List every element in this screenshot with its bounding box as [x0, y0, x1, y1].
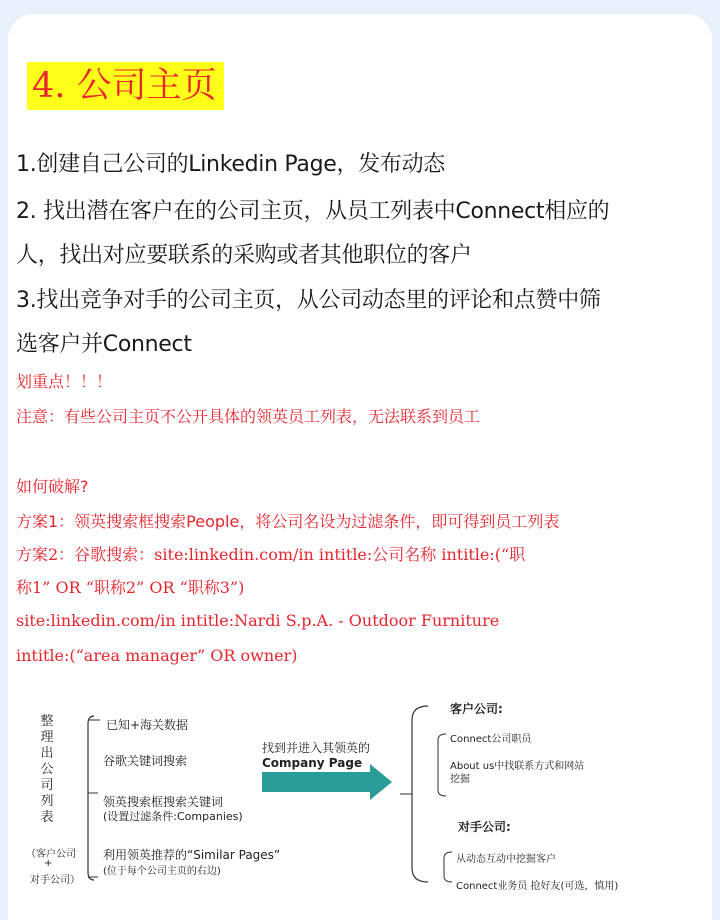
- body-line-1: 1.创建自己公司的Linkedin Page，发布动态: [16, 152, 445, 177]
- source-4: 利用领英推荐的“Similar Pages”: [103, 848, 281, 862]
- source-3-note: (设置过滤条件:Companies): [103, 810, 243, 823]
- root-sub-3: 对手公司）: [30, 875, 80, 886]
- rival-item-1: 从动态互动中挖掘客户: [456, 854, 556, 865]
- plan-2-line-3: site:linkedin.com/in intitle:Nardi S.p.A. - Outdoor Furniture: [16, 611, 500, 630]
- source-3: 领英搜索框搜索关键词: [103, 795, 224, 809]
- result-bracket: [412, 706, 428, 882]
- diagram-root-label: 整理出公司列表: [40, 714, 54, 825]
- how-heading: 如何破解?: [16, 477, 89, 496]
- source-4-note: (位于每个公司主页的右边): [103, 866, 221, 877]
- rival-title: 对手公司:: [458, 820, 511, 834]
- body-line-4: 3.找出竞争对手的公司主页，从公司动态里的评论和点赞中筛: [16, 288, 601, 313]
- caution-note: 注意：有些公司主页不公开具体的领英员工列表，无法联系到员工: [16, 407, 481, 426]
- source-2: 谷歌关键词搜索: [103, 754, 188, 768]
- plan-1: 方案1：领英搜索框搜索People，将公司名设为过滤条件，即可得到员工列表: [16, 512, 560, 531]
- client-item-2: About us中找联系方式和网站: [450, 761, 585, 772]
- rival-bracket: [444, 852, 452, 882]
- body-line-3: 人，找出对应要联系的采购或者其他职位的客户: [16, 243, 472, 268]
- sources-bracket: [88, 716, 94, 880]
- client-title: 客户公司:: [450, 702, 503, 716]
- client-item-3: 挖掘: [450, 774, 470, 785]
- body-line-5: 选客户并Connect: [16, 332, 192, 357]
- rival-item-2: Connect业务员 抢好友(可选，慎用): [456, 881, 619, 892]
- root-sub-1: （客户公司: [26, 849, 76, 860]
- arrow-label-2: Company Page: [262, 756, 363, 770]
- plan-2-line-4: intitle:(“area manager” OR owner): [16, 646, 298, 665]
- client-item-1: Connect公司职员: [450, 734, 532, 745]
- root-sub-2: +: [44, 858, 53, 869]
- emphasis-note: 划重点！！！: [16, 372, 113, 391]
- plan-2-line-1: 方案2：谷歌搜索：site:linkedin.com/in intitle:公司名称 intitle:(“职: [16, 545, 526, 564]
- plan-2-line-2: 称1” OR “职称2” OR “职称3”): [16, 578, 245, 597]
- arrow-label-1: 找到并进入其领英的: [262, 741, 371, 755]
- body-line-2: 2. 找出潜在客户在的公司主页，从员工列表中Connect相应的: [16, 199, 610, 224]
- page-title: 4. 公司主页: [27, 62, 224, 110]
- source-1: 已知+海关数据: [106, 718, 189, 732]
- client-bracket: [438, 734, 446, 796]
